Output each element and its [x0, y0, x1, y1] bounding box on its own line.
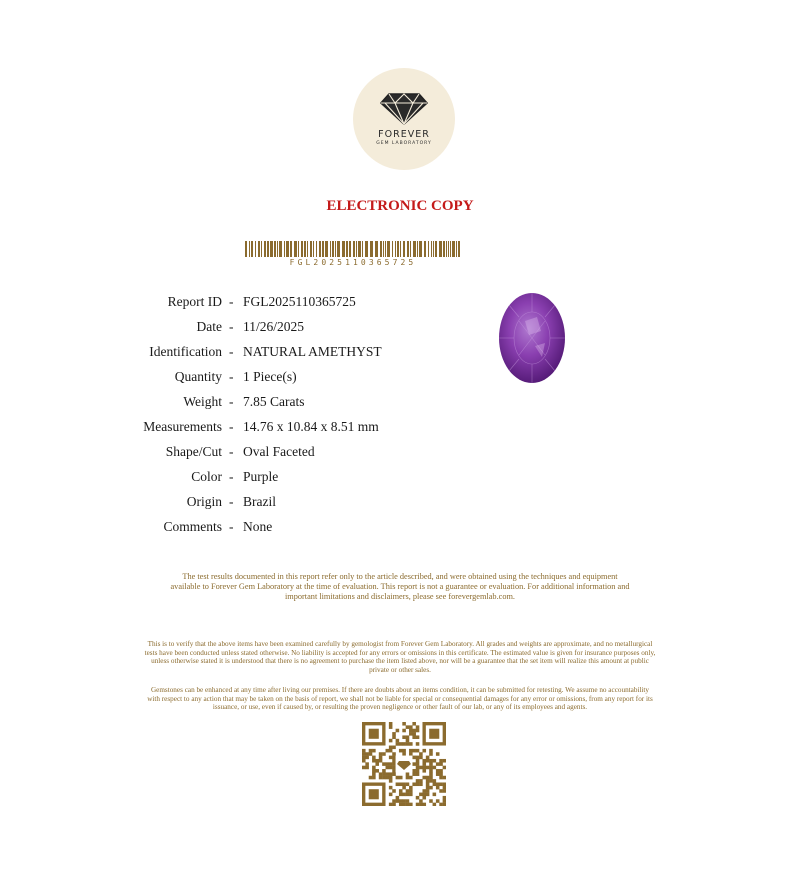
lab-brand-sub: GEM LABORATORY: [376, 141, 432, 146]
disclaimer-line: issuance, or use, even if caused by, or resulting the proven negligence or other fault of our lab, or any of its employees and agents.: [212, 703, 588, 712]
verification-disclaimer: [0, 640, 800, 674]
barcode-number: FGL2025110365725: [289, 258, 417, 267]
detail-label: Color: [191, 469, 222, 484]
detail-label: Date: [196, 319, 222, 334]
detail-row-measurements: [0, 419, 500, 439]
detail-value: Brazil: [243, 494, 276, 509]
detail-row-quantity: [0, 369, 500, 389]
detail-value: 1 Piece(s): [243, 369, 297, 384]
detail-separator: -: [229, 444, 234, 459]
disclaimer-line: with respect to any action that may be taken on the basis of report, we shall not be liable for special or consequential damages for any error or omissions, from any report for its: [147, 694, 653, 703]
disclaimer-line: available to Forever Gem Laboratory at the time of evaluation. This report is not a guarantee or evaluation. For additional information and: [170, 582, 630, 591]
detail-separator: -: [229, 419, 234, 434]
barcode-icon: [245, 241, 461, 257]
detail-row-origin: [0, 494, 500, 514]
detail-label: Report ID: [167, 294, 222, 309]
detail-separator: -: [229, 494, 234, 509]
detail-value: NATURAL AMETHYST: [243, 344, 382, 359]
lab-brand-name: FOREVER: [378, 129, 430, 140]
detail-value: None: [243, 519, 273, 534]
detail-label: Measurements: [143, 419, 222, 434]
detail-value: 11/26/2025: [243, 319, 305, 334]
detail-label: Quantity: [174, 369, 222, 384]
detail-value: Oval Faceted: [243, 444, 315, 459]
detail-row-color: [0, 469, 500, 489]
detail-value: Purple: [243, 469, 279, 484]
detail-separator: -: [229, 319, 234, 334]
disclaimer-line: Gemstones can be enhanced at any time after living our premises. If there are doubts about an items condition, it can be submitted for retesting. We assume no accountability: [150, 686, 650, 694]
detail-row-weight: [0, 394, 500, 414]
disclaimer-line: unless otherwise stated it is understood that there is no agreement to purchase the item listed above, nor will be a guarantee that the set item will realize this amount at public: [151, 657, 649, 666]
disclaimer-line: This is to verify that the above items have been examined carefully by gemologist from Forever Gem Laboratory. All grades and weights are approximate, and no metallurgical: [147, 640, 653, 648]
detail-label: Weight: [183, 394, 222, 409]
detail-label: Origin: [186, 494, 222, 509]
disclaimer-line: The test results documented in this report refer only to the article described, and were obtained using the techniques and equipment: [182, 572, 618, 581]
detail-value: FGL2025110365725: [243, 294, 356, 309]
amethyst-oval-icon: [497, 291, 567, 385]
detail-label: Comments: [163, 519, 222, 534]
electronic-copy-title: ELECTRONIC COPY: [326, 198, 474, 214]
detail-separator: -: [229, 469, 234, 484]
detail-row-date: [0, 319, 500, 339]
detail-label: Shape/Cut: [165, 444, 222, 459]
detail-row-shape-cut: [0, 444, 500, 464]
detail-separator: -: [229, 394, 234, 409]
detail-separator: -: [229, 344, 234, 359]
detail-row-comments: [0, 519, 500, 539]
disclaimer-line: tests have been conducted unless stated otherwise. No liability is accepted for any errors or omissions in this certificate. The estimated value is given for insurance purposes only,: [144, 648, 656, 657]
detail-label: Identification: [149, 344, 222, 359]
disclaimer-line: important limitations and disclaimers, please see forevergemlab.com.: [284, 592, 516, 601]
diamond-icon: [379, 92, 429, 126]
lab-logo: [353, 68, 455, 170]
detail-separator: -: [229, 294, 234, 309]
detail-value: 7.85 Carats: [243, 394, 305, 409]
qr-code-icon[interactable]: [362, 722, 446, 806]
detail-row-identification: [0, 344, 500, 364]
enhancement-disclaimer: [0, 686, 800, 712]
disclaimer-line: private or other sales.: [369, 665, 431, 674]
detail-separator: -: [229, 369, 234, 384]
detail-row-report-id: [0, 294, 500, 314]
detail-separator: -: [229, 519, 234, 534]
results-disclaimer: [0, 572, 800, 602]
detail-value: 14.76 x 10.84 x 8.51 mm: [243, 419, 379, 434]
